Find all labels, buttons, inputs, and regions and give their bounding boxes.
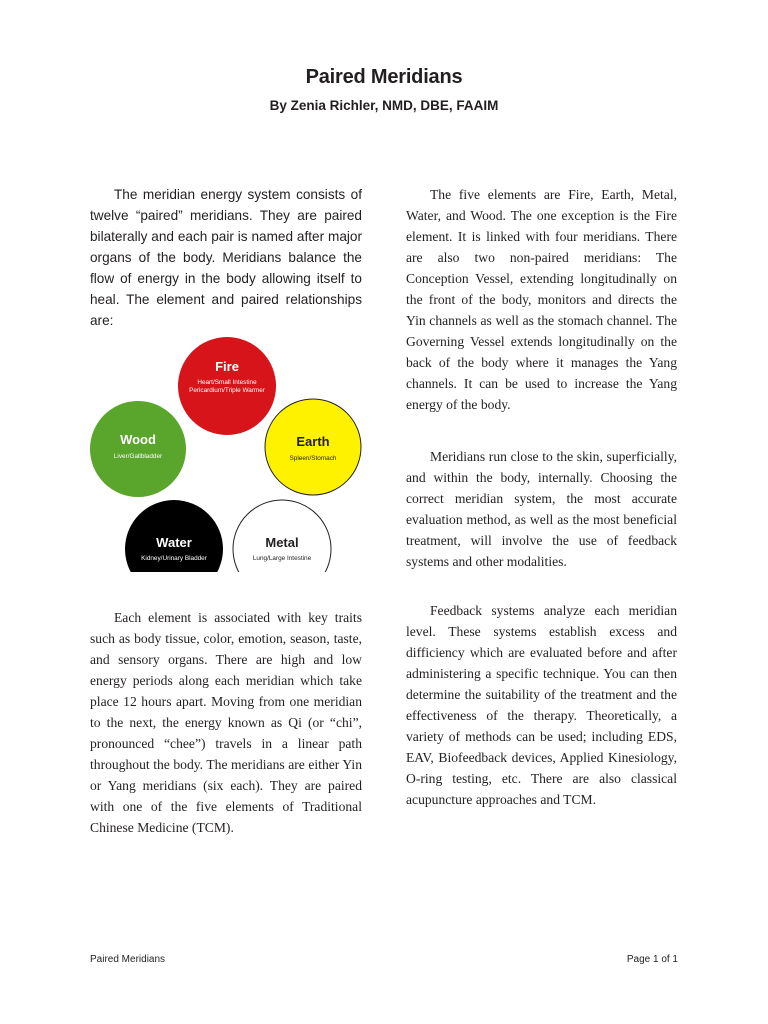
left-paragraph-2: Each element is associated with key traits such as body tissue, color, emotion, season, taste, and sensory organs. There are high and low energy periods along each meridian which take place 12 hours apart. Moving from one meridian to the next, the energy known as Qi (or “chi”, pronounced “chee”) travels in a linear path throughout the body. The meridians are either Yin or Yang meridians (six each). They are paired with one of the five elements of Traditional Chinese Medicine (TCM). <box>90 610 362 835</box>
left-paragraph-1: The meridian energy system consists of twelve “paired” meridians. They are paired bilaterally and each pair is named after major organs of the body. Meridians balance the flow of energy in the body allowing itself to heal. The element and paired relationships are: <box>90 187 362 328</box>
wood-element <box>90 401 186 497</box>
water-label: Water <box>156 535 192 550</box>
author-byline: By Zenia Richler, NMD, DBE, FAAIM <box>269 98 499 113</box>
wood-circle <box>90 401 186 497</box>
footer-document-title: Paired Meridians <box>90 954 166 965</box>
right-paragraph-2: Meridians run close to the skin, superficially, and within the body, internally. Choosing the correct meridian system, the most accurate evaluation method, as well as the most beneficial treatment, will involve the use of feedback systems and other modalities. <box>406 449 677 569</box>
wood-organs: Liver/Gallbladder <box>113 453 163 460</box>
five-elements-diagram <box>88 336 368 572</box>
metal-element <box>233 500 331 572</box>
metal-organs: Lung/Large Intestine <box>252 555 312 562</box>
fire-label: Fire <box>215 359 239 374</box>
right-paragraph-1: The five elements are Fire, Earth, Metal, Water, and Wood. The one exception is the Fire element. It is linked with four meridians. There are also two non-paired meridians: The Conception Vessel, extending longitudinally on the front of the body, monitors and directs the Yin channels as well as the stomach channel. The Governing Vessel extends longitudinally on the back of the body where it manages the Yang channels. It can be used to increase the Yang energy of the body. <box>406 187 677 412</box>
water-organs: Kidney/Urinary Bladder <box>141 555 207 562</box>
page-title: Paired Meridians <box>305 66 463 88</box>
right-paragraph-3: Feedback systems analyze each meridian level. These systems establish excess and difficiency which are evaluated before and after administering a specific technique. You can then determine the suitability of the treatment and the effectiveness of the therapy. Theoretically, a variety of methods can be used; including EDS, EAV, Biofeedback devices, Applied Kinesiology, O-ring testing, etc. There are also classical acupuncture approaches and TCM. <box>406 603 677 807</box>
footer-page-number: Page 1 of 1 <box>626 954 678 965</box>
fire-element <box>178 337 276 435</box>
water-element <box>125 500 223 572</box>
wood-label: Wood <box>120 432 156 447</box>
earth-organs: Spleen/Stomach <box>289 455 337 462</box>
fire-circle <box>178 337 276 435</box>
earth-element <box>265 399 361 495</box>
earth-label: Earth <box>296 434 330 449</box>
fire-organs-2: Pericardium/Triple Warmer <box>189 387 265 394</box>
fire-organs-1: Heart/Small Intestine <box>197 379 257 386</box>
metal-label: Metal <box>265 535 299 550</box>
